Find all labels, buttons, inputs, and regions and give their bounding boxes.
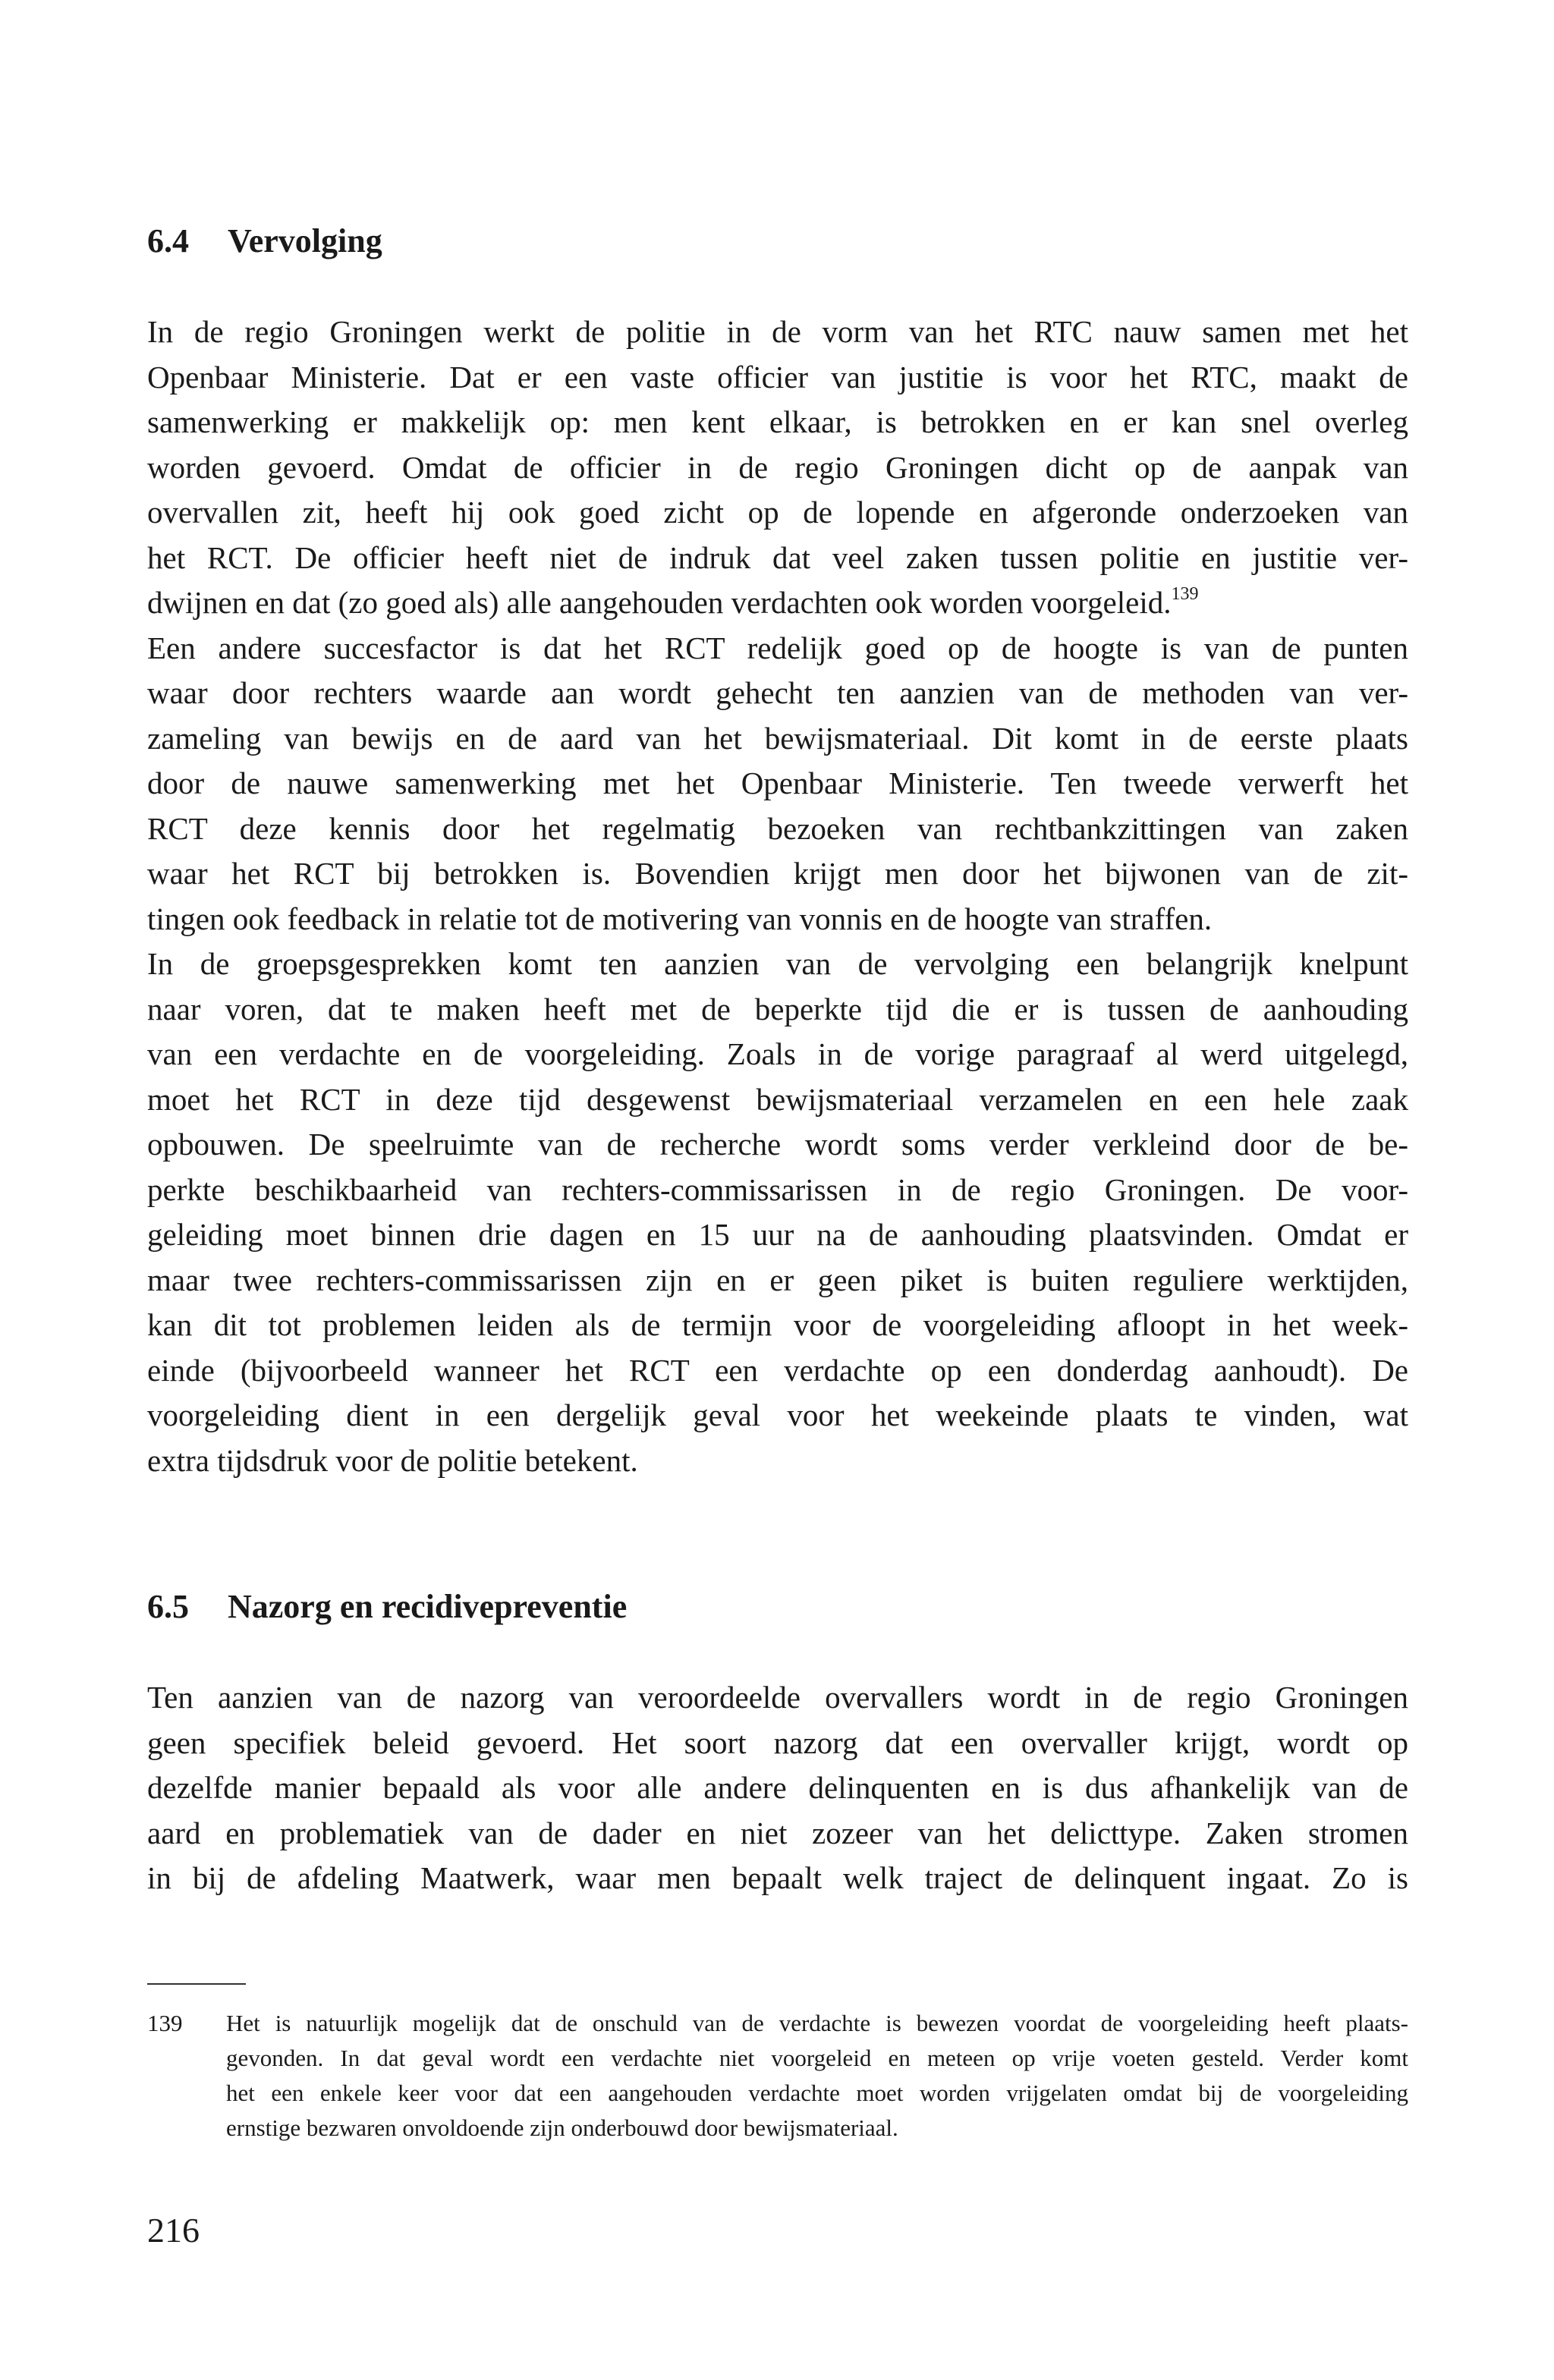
text-line: worden gevoerd. Omdat de officier in de regio Groningen dicht op de aanpak van	[147, 449, 1408, 485]
section-6-5-body	[147, 1675, 1408, 1901]
text-line: kan dit tot problemen leiden als de termijn voor de voorgeleiding afloopt in het week-	[147, 1307, 1408, 1342]
footnote-text	[226, 2006, 1408, 2146]
text-line: van een verdachte en de voorgeleiding. Zoals in de vorige paragraaf al werd uitgelegd,	[147, 1036, 1408, 1071]
text-line: Een andere succesfactor is dat het RCT redelijk goed op de hoogte is van de punten	[147, 630, 1408, 665]
text-line: geleiding moet binnen drie dagen en 15 uur na de aanhouding plaatsvinden. Omdat er	[147, 1217, 1408, 1252]
text-line: opbouwen. De speelruimte van de recherche wordt soms verder verkleind door de be-	[147, 1127, 1408, 1162]
text-line: door de nauwe samenwerking met het Openbaar Ministerie. Ten tweede verwerft het	[147, 766, 1408, 800]
section-6-4-body	[147, 310, 1408, 1483]
footnote-line: ernstige bezwaren onvoldoende zijn onderbouwd door bewijsmateriaal.	[226, 2114, 898, 2141]
text-line: Openbaar Ministerie. Dat er een vaste officier van justitie is voor het RTC, maakt de	[147, 359, 1408, 395]
footnote-divider	[147, 1983, 246, 1985]
text-line: waar door rechters waarde aan wordt gehecht ten aanzien van de methoden van ver-	[147, 675, 1408, 710]
page-number: 216	[147, 2211, 200, 2250]
text-line: overvallen zit, heeft hij ook goed zicht op de lopende en afgeronde onderzoeken van	[147, 495, 1408, 530]
section-heading-6-5	[147, 1586, 627, 1628]
text-line-with-footnote	[147, 580, 1408, 626]
text-line: tingen ook feedback in relatie tot de motivering van vonnis en de hoogte van straffen.	[147, 901, 1213, 936]
text-line: moet het RCT in deze tijd desgewenst bewijsmateriaal verzamelen en een hele zaak	[147, 1081, 1408, 1117]
text-line: aard en problematiek van de dader en niet zozeer van het delicttype. Zaken stromen	[147, 1815, 1408, 1850]
text-line: voorgeleiding dient in een dergelijk geval voor het weekeinde plaats te vinden, wat	[147, 1398, 1408, 1432]
text-line: RCT deze kennis door het regelmatig bezoeken van rechtbankzittingen van zaken	[147, 810, 1408, 846]
footnote-reference[interactable]: 139	[1171, 584, 1199, 604]
text-line: het RCT. De officier heeft niet de indruk dat veel zaken tussen politie en justitie ver-	[147, 539, 1408, 575]
text-line: In de regio Groningen werkt de politie in de vorm van het RTC nauw samen met het	[147, 314, 1408, 349]
section-title: Vervolging	[228, 222, 382, 259]
text-line: maar twee rechters-commissarissen zijn en er geen piket is buiten reguliere werktijden,	[147, 1262, 1408, 1297]
text-line: in bij de afdeling Maatwerk, waar men bepaalt welk traject de delinquent ingaat. Zo is	[147, 1860, 1408, 1895]
section-number: 6.4	[147, 222, 189, 259]
text-line: einde (bijvoorbeeld wanneer het RCT een verdachte op een donderdag aanhoudt). De	[147, 1352, 1408, 1388]
text-line: samenwerking er makkelijk op: men kent elkaar, is betrokken en er kan snel overleg	[147, 404, 1408, 439]
text-line: dezelfde manier bepaald als voor alle andere delinquenten en is dus afhankelijk van de	[147, 1770, 1408, 1805]
text-line: perkte beschikbaarheid van rechters-commissarissen in de regio Groningen. De voor-	[147, 1171, 1408, 1207]
footnote-line: het een enkele keer voor dat een aangehouden verdachte moet worden vrijgelaten omdat bij de voorgeleiding	[226, 2080, 1408, 2106]
footnote-number: 139	[147, 2010, 183, 2036]
footnote-line: Het is natuurlijk mogelijk dat de onschuld van de verdachte is bewezen voordat de voorgeleiding heeft plaats-	[226, 2010, 1408, 2036]
section-title: Nazorg en recidivepreventie	[228, 1588, 628, 1625]
book-page	[147, 0, 1408, 2380]
text-line: geen specifiek beleid gevoerd. Het soort nazorg dat een overvaller krijgt, wordt op	[147, 1724, 1408, 1760]
text-line: extra tijdsdruk voor de politie betekent.	[147, 1442, 638, 1478]
text-line: Ten aanzien van de nazorg van veroordeelde overvallers wordt in de regio Groningen	[147, 1680, 1408, 1715]
section-number: 6.5	[147, 1588, 189, 1625]
text-line: dwijnen en dat (zo goed als) alle aangehouden verdachten ook worden voorgeleid.	[147, 585, 1172, 620]
text-line: In de groepsgesprekken komt ten aanzien van de vervolging een belangrijk knelpunt	[147, 946, 1408, 981]
section-heading-6-4	[147, 220, 382, 263]
text-line: waar het RCT bij betrokken is. Bovendien krijgt men door het bijwonen van de zit-	[147, 856, 1408, 891]
text-line: zameling van bewijs en de aard van het bewijsmateriaal. Dit komt in de eerste plaats	[147, 720, 1408, 756]
footnote-line: gevonden. In dat geval wordt een verdachte niet voorgeleid en meteen op vrije voeten gesteld. Verder komt	[226, 2045, 1408, 2071]
text-line: naar voren, dat te maken heeft met de beperkte tijd die er is tussen de aanhouding	[147, 991, 1408, 1027]
